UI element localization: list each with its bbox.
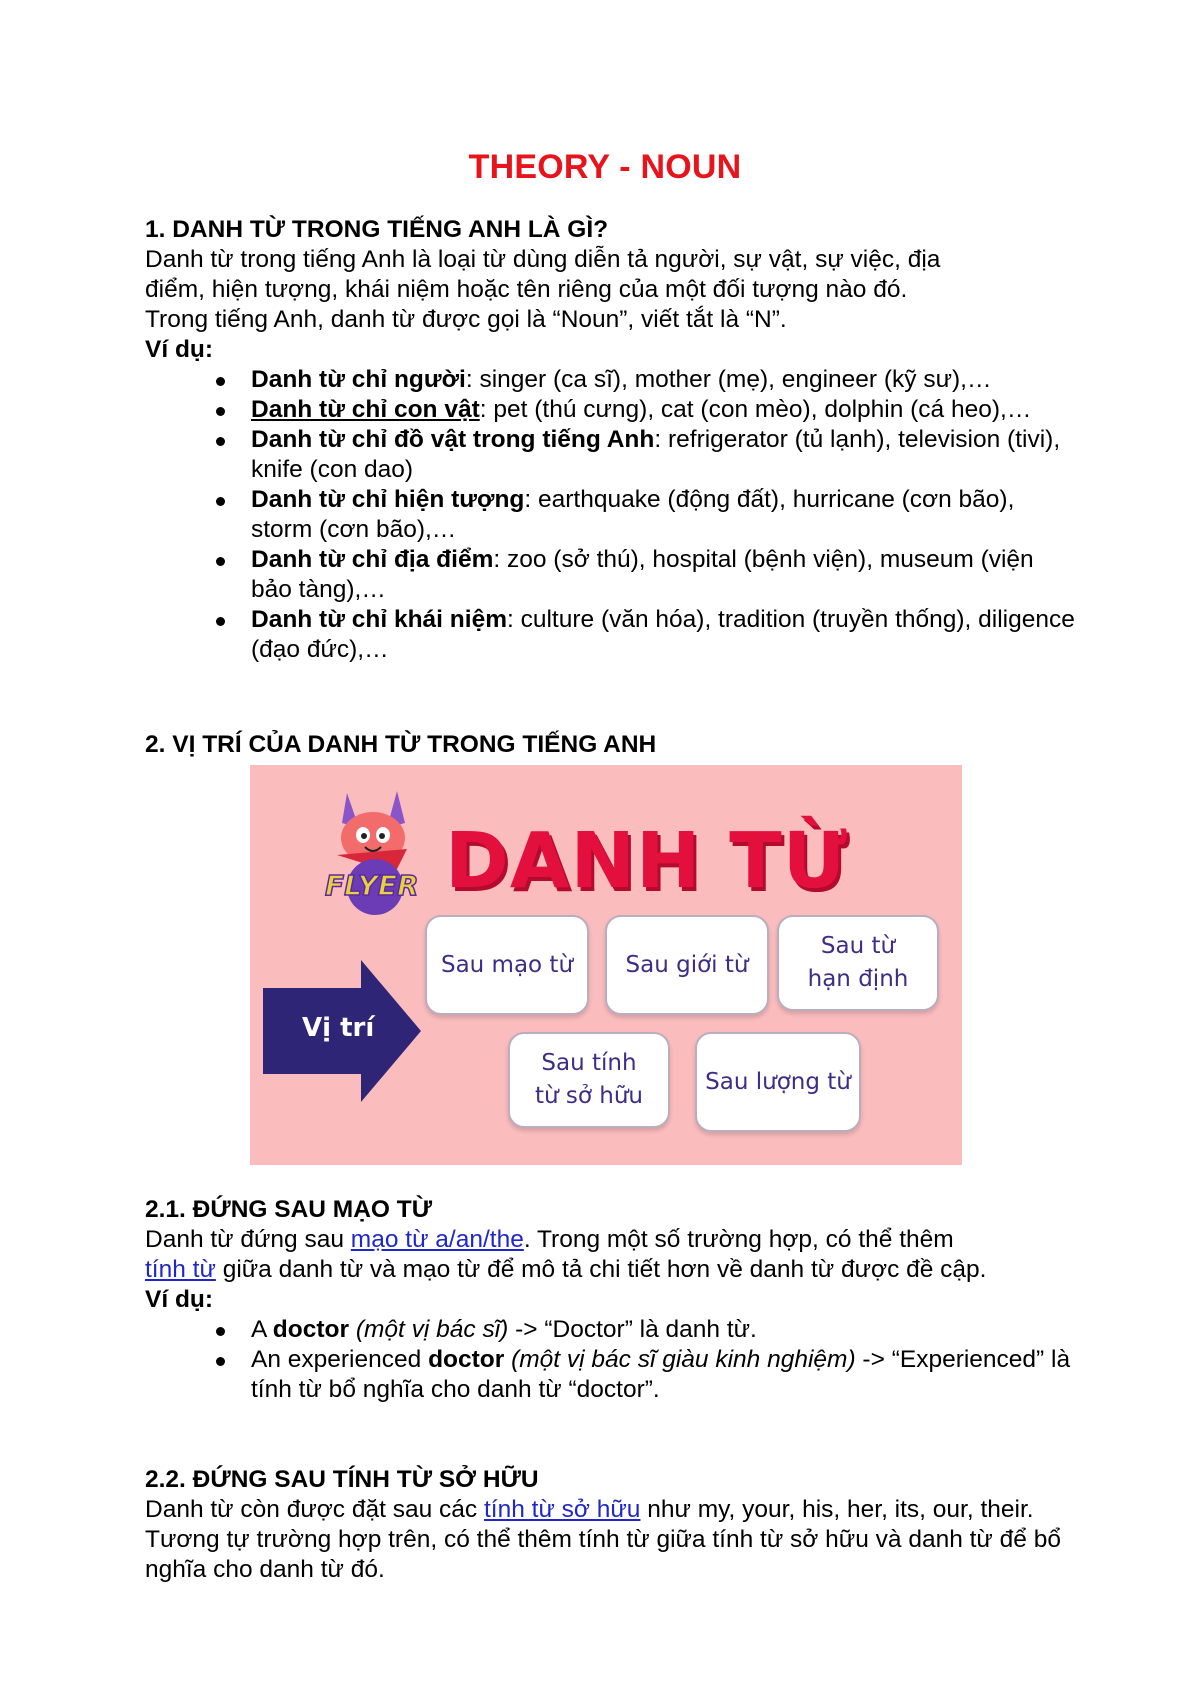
link-possessive-adjective[interactable]: tính từ sở hữu (483, 1496, 641, 1523)
noun-types-list (145, 365, 1075, 665)
bullet-icon (216, 1357, 225, 1366)
bullet-icon (216, 617, 225, 626)
example-label: Ví dụ: (145, 336, 214, 363)
section21-examples (145, 1315, 1075, 1405)
bullet-icon (216, 437, 225, 446)
list-item: Danh từ chỉ hiện tượng: earthquake (động đất), hurricane (cơn bão), storm (cơn bão),… (145, 485, 1075, 545)
bullet-icon (216, 1327, 225, 1336)
arrow-label: Vị trí (302, 1013, 375, 1043)
list-item: Danh từ chỉ người: singer (ca sĩ), mother (mẹ), engineer (kỹ sư),… (145, 365, 1075, 395)
list-item: Danh từ chỉ con vật: pet (thú cưng), cat (con mèo), dolphin (cá heo),… (145, 395, 1075, 425)
bullet-icon (216, 497, 225, 506)
section2-heading: 2. VỊ TRÍ CỦA DANH TỪ TRONG TIẾNG ANH (145, 731, 657, 758)
infographic-title: DANH TỪ (445, 817, 849, 906)
position-box: Sau mạo từ (425, 915, 589, 1015)
list-item: A doctor (một vị bác sĩ) -> “Doctor” là danh từ. (145, 1315, 1075, 1345)
section22-paragraph: Danh từ còn được đặt sau các tính từ sở hữu như my, your, his, her, its, our, their. Tương tự trường hợp trên, có thể thêm tính từ giữa tính từ sở hữu và danh từ để bổ nghĩa cho danh từ đó. (145, 1496, 1061, 1583)
list-item: Danh từ chỉ địa điểm: zoo (sở thú), hospital (bệnh viện), museum (viện bảo tàng),… (145, 545, 1075, 605)
section1-paragraph (145, 245, 1075, 365)
bullet-icon (216, 557, 225, 566)
position-box: Sau giới từ (605, 915, 769, 1015)
position-box: Sau từ hạn định (777, 915, 939, 1011)
bullet-icon (216, 407, 225, 416)
link-articles[interactable]: mạo từ a/an/the (350, 1226, 524, 1253)
section1-heading: 1. DANH TỪ TRONG TIẾNG ANH LÀ GÌ? (145, 216, 609, 243)
section21-heading: 2.1. ĐỨNG SAU MẠO TỪ (145, 1196, 433, 1223)
page-title: THEORY - NOUN (468, 148, 742, 186)
section21-paragraph: Danh từ đứng sau mạo từ a/an/the. Trong một số trường hợp, có thể thêm tính từ giữa danh từ và mạo từ để mô tả chi tiết hơn về danh từ được đề cập. Ví dụ: (145, 1226, 987, 1313)
position-box: Sau tính từ sở hữu (508, 1032, 670, 1128)
noun-position-infographic (250, 765, 962, 1165)
example-label: Ví dụ: (145, 1286, 214, 1313)
position-box: Sau lượng từ (695, 1032, 861, 1132)
section1-line: điểm, hiện tượng, khái niệm hoặc tên riêng của một đối tượng nào đó. (145, 276, 908, 303)
section22-heading: 2.2. ĐỨNG SAU TÍNH TỪ SỞ HỮU (145, 1466, 539, 1493)
link-adjective[interactable]: tính từ (145, 1256, 216, 1283)
section1-line: Trong tiếng Anh, danh từ được gọi là “Noun”, viết tắt là “N”. (145, 306, 787, 333)
section1-line: Danh từ trong tiếng Anh là loại từ dùng diễn tả người, sự vật, sự việc, địa (145, 246, 941, 273)
list-item: Danh từ chỉ khái niệm: culture (văn hóa), tradition (truyền thống), diligence (đạo đức),… (145, 605, 1075, 665)
logo-text: FLYER (325, 869, 419, 902)
list-item: An experienced doctor (một vị bác sĩ giàu kinh nghiệm) -> “Experienced” là tính từ bổ nghĩa cho danh từ “doctor”. (145, 1345, 1075, 1405)
bullet-icon (216, 377, 225, 386)
list-item: Danh từ chỉ đồ vật trong tiếng Anh: refrigerator (tủ lạnh), television (tivi), knife (con dao) (145, 425, 1075, 485)
flyer-mascot-logo (317, 783, 427, 923)
